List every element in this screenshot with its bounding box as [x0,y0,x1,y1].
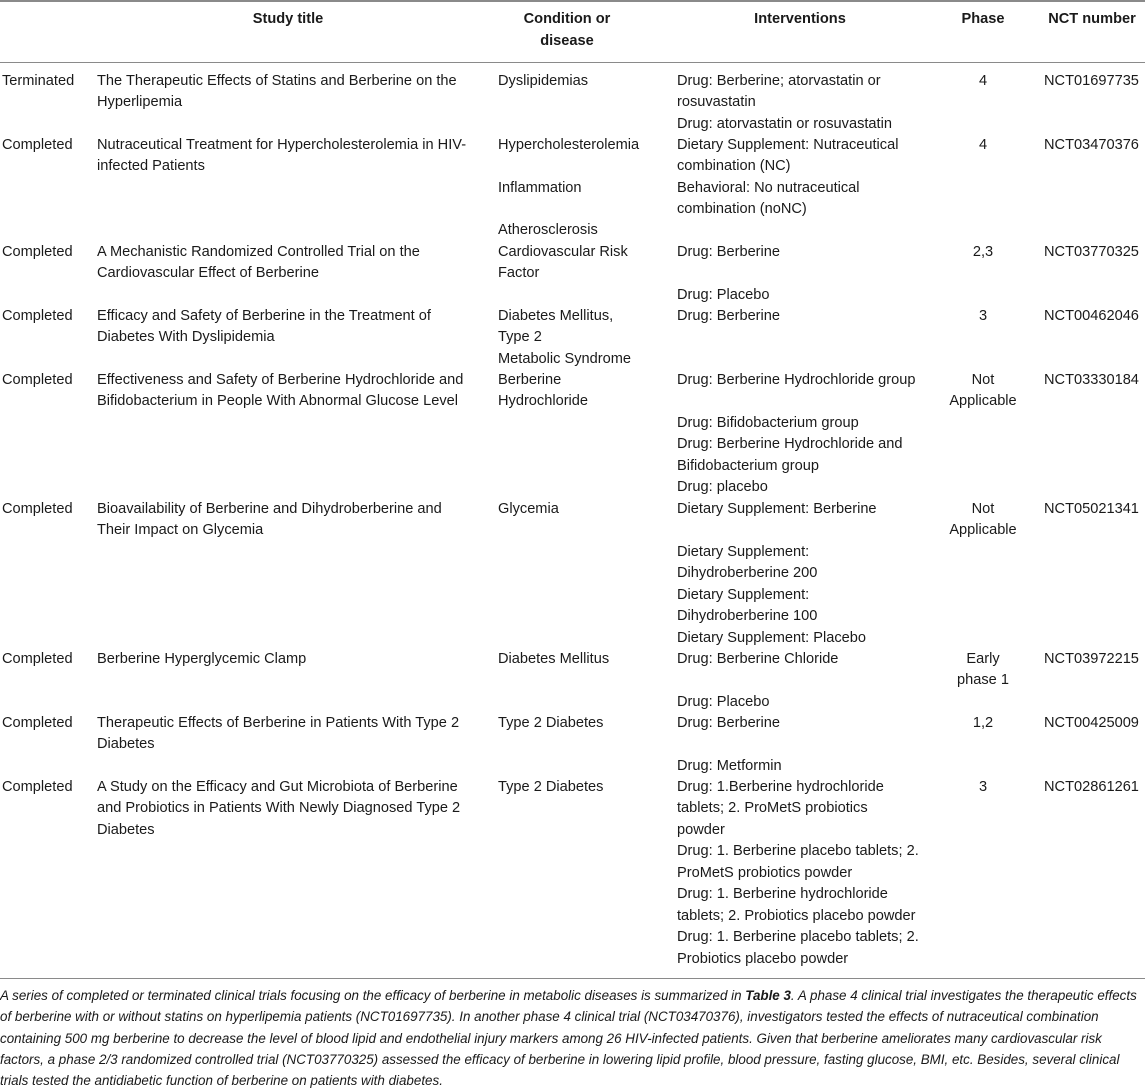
nct-number-cell: NCT05021341 [1044,500,1139,517]
nct-number-cell: NCT03770325 [1044,243,1139,260]
nct-number-cell: NCT02861261 [1044,778,1139,795]
phase-cell: 2,3 [972,243,994,260]
study-title-line: Diabetes [97,736,155,752]
table-top-rule [0,0,1145,2]
study-title-line: The Therapeutic Effects of Statins and Berberine on the [97,72,457,89]
intervention-line: Drug: Berberine [677,714,781,731]
caption-text-end: . A phase 4 clinical trial investigates the therapeutic effects of berberine with or without statins on hyperlipemia patients (NCT01697735). In another phase 4 clinical trial (NCT03470376), investigators tested the effects of nutraceutical combination containing 500 mg berberine to decrease the level of blood lipid and endothelial injury markers among 26 HIV-infected patients. Given that berberine ameliorates many cardiovascular risk factors, a phase 2/3 randomized controlled trial (NCT03770325) assessed the efficacy of berberine in lowering lipid profile, blood pressure, fasting glucose, BMI, etc. Besides, several clinical trials tested the antidiabetic function of berberine on patients with diabetes. [0,988,1137,1089]
intervention-line: powder [677,821,725,838]
status-cell: Terminated [2,72,75,89]
header-condition [524,9,611,52]
nct-number-cell: NCT03470376 [1044,136,1139,153]
study-title-line: Bifidobacterium in People With Abnormal Glucose Level [97,393,458,409]
phase-cell: Not [971,371,995,388]
study-title-line: Their Impact on Glycemia [97,522,264,538]
condition-line: Berberine [498,371,562,388]
condition-line: Type 2 [498,329,542,345]
status-cell: Completed [2,650,73,667]
study-title-line: Effectiveness and Safety of Berberine Hydrochloride and [97,371,464,388]
caption-table-reference: Table 3 [745,988,791,1003]
intervention-line: Bifidobacterium group [677,457,819,474]
nct-number-cell: NCT03330184 [1044,371,1139,388]
header-nct-number: NCT number [1048,11,1136,27]
intervention-line: Drug: Berberine Hydrochloride group [677,371,916,388]
phase-cell: Early [966,650,1000,667]
intervention-line: Dietary Supplement: Nutraceutical [677,136,899,153]
intervention-line: Dihydroberberine 100 [677,608,818,624]
intervention-line: rosuvastatin [677,94,756,110]
header-interventions: Interventions [754,11,846,27]
condition-line: Diabetes Mellitus [498,650,610,667]
study-title-line: infected Patients [97,158,205,174]
intervention-line: Drug: Berberine Hydrochloride and [677,436,903,452]
status-cell: Completed [2,243,73,260]
study-title-line: Diabetes [97,821,155,838]
status-cell: Completed [2,714,73,731]
intervention-line: Drug: Berberine [677,243,781,260]
condition-line: Hydrochloride [498,393,589,409]
study-title-line: Cardiovascular Effect of Berberine [97,265,319,281]
condition-line: Dyslipidemias [498,72,589,89]
header-condition-line-1: Condition or [523,11,611,27]
condition-line: Inflammation [498,179,582,196]
intervention-line: Behavioral: No nutraceutical [677,179,860,196]
intervention-line: Dihydroberberine 200 [677,565,818,581]
status-cell: Completed [2,307,73,324]
study-title-line: A Study on the Efficacy and Gut Microbiota of Berberine [97,778,458,795]
nct-number-cell: NCT03972215 [1044,650,1139,667]
nct-number-cell: NCT00425009 [1044,714,1139,731]
status-cell: Completed [2,500,73,517]
header-phase: Phase [961,11,1005,27]
intervention-line: Drug: 1. Berberine placebo tablets; 2. [677,843,919,859]
status-cell: Completed [2,778,73,795]
intervention-line: tablets; 2. ProMetS probiotics [677,800,868,816]
caption-text-start: A series of completed or terminated clinical trials focusing on the efficacy of berberine in metabolic diseases is summarized in [0,988,746,1003]
intervention-line: Dietary Supplement: Placebo [677,629,867,646]
intervention-line: combination (NC) [677,158,791,174]
phase-cell: Applicable [949,393,1017,409]
nct-number-cell: NCT01697735 [1044,72,1139,89]
intervention-line: Drug: 1. Berberine placebo tablets; 2. [677,929,919,945]
intervention-line: Drug: Metformin [677,757,782,774]
phase-cell: 3 [978,307,988,324]
header-bottom-rule [0,62,1145,63]
nct-number-cell: NCT00462046 [1044,307,1139,324]
phase-cell: 4 [978,136,988,153]
study-title-line: Berberine Hyperglycemic Clamp [97,650,307,667]
status-cell: Completed [2,371,73,388]
condition-line: Factor [498,265,540,281]
condition-line: Diabetes Mellitus, [498,307,614,324]
table-caption [0,985,1145,1091]
condition-line: Hypercholesterolemia [498,136,640,153]
phase-cell: Not [971,500,995,517]
header-condition-line-2: disease [540,32,594,49]
condition-line: Atherosclerosis [498,222,598,238]
phase-cell: 4 [978,72,988,89]
study-title-line: Therapeutic Effects of Berberine in Patients With Type 2 [97,714,460,731]
study-title-line: Diabetes With Dyslipidemia [97,329,275,345]
table-bottom-rule [0,978,1145,979]
study-title-line: Hyperlipemia [97,94,183,110]
condition-line: Glycemia [498,500,559,517]
intervention-line: Drug: atorvastatin or rosuvastatin [677,115,892,132]
intervention-line: Drug: Berberine [677,307,781,324]
intervention-line: ProMetS probiotics powder [677,864,853,881]
intervention-line: Drug: 1.Berberine hydrochloride [677,778,884,795]
condition-line: Type 2 Diabetes [498,778,604,795]
phase-cell: phase 1 [957,672,1009,688]
intervention-line: Dietary Supplement: [677,586,810,603]
intervention-line: Dietary Supplement: [677,543,810,560]
study-title-line: A Mechanistic Randomized Controlled Trial on the [97,243,420,260]
phase-cell: 1,2 [972,714,994,731]
study-title-line: Bioavailability of Berberine and Dihydroberberine and [97,500,442,517]
status-cell: Completed [2,136,73,153]
study-title-line: and Probiotics in Patients With Newly Diagnosed Type 2 [97,800,461,816]
intervention-line: Dietary Supplement: Berberine [677,500,877,517]
intervention-line: Drug: Bifidobacterium group [677,414,859,431]
intervention-line: tablets; 2. Probiotics placebo powder [677,907,916,924]
intervention-line: Drug: placebo [677,479,768,495]
intervention-line: Drug: Berberine Chloride [677,650,839,667]
intervention-line: Drug: Placebo [677,286,770,303]
phase-cell: Applicable [949,522,1017,538]
intervention-line: Drug: Placebo [677,693,770,710]
condition-line: Metabolic Syndrome [498,350,632,367]
study-title-line: Efficacy and Safety of Berberine in the Treatment of [97,307,431,324]
header-study-title: Study title [252,11,324,27]
phase-cell: 3 [978,778,988,795]
intervention-line: Drug: 1. Berberine hydrochloride [677,886,888,902]
intervention-line: Probiotics placebo powder [677,950,849,967]
condition-line: Type 2 Diabetes [498,714,604,731]
intervention-line: combination (noNC) [677,201,807,217]
intervention-line: Drug: Berberine; atorvastatin or [677,72,881,89]
study-title-line: Nutraceutical Treatment for Hypercholesterolemia in HIV- [97,136,467,153]
condition-line: Cardiovascular Risk [498,243,628,260]
